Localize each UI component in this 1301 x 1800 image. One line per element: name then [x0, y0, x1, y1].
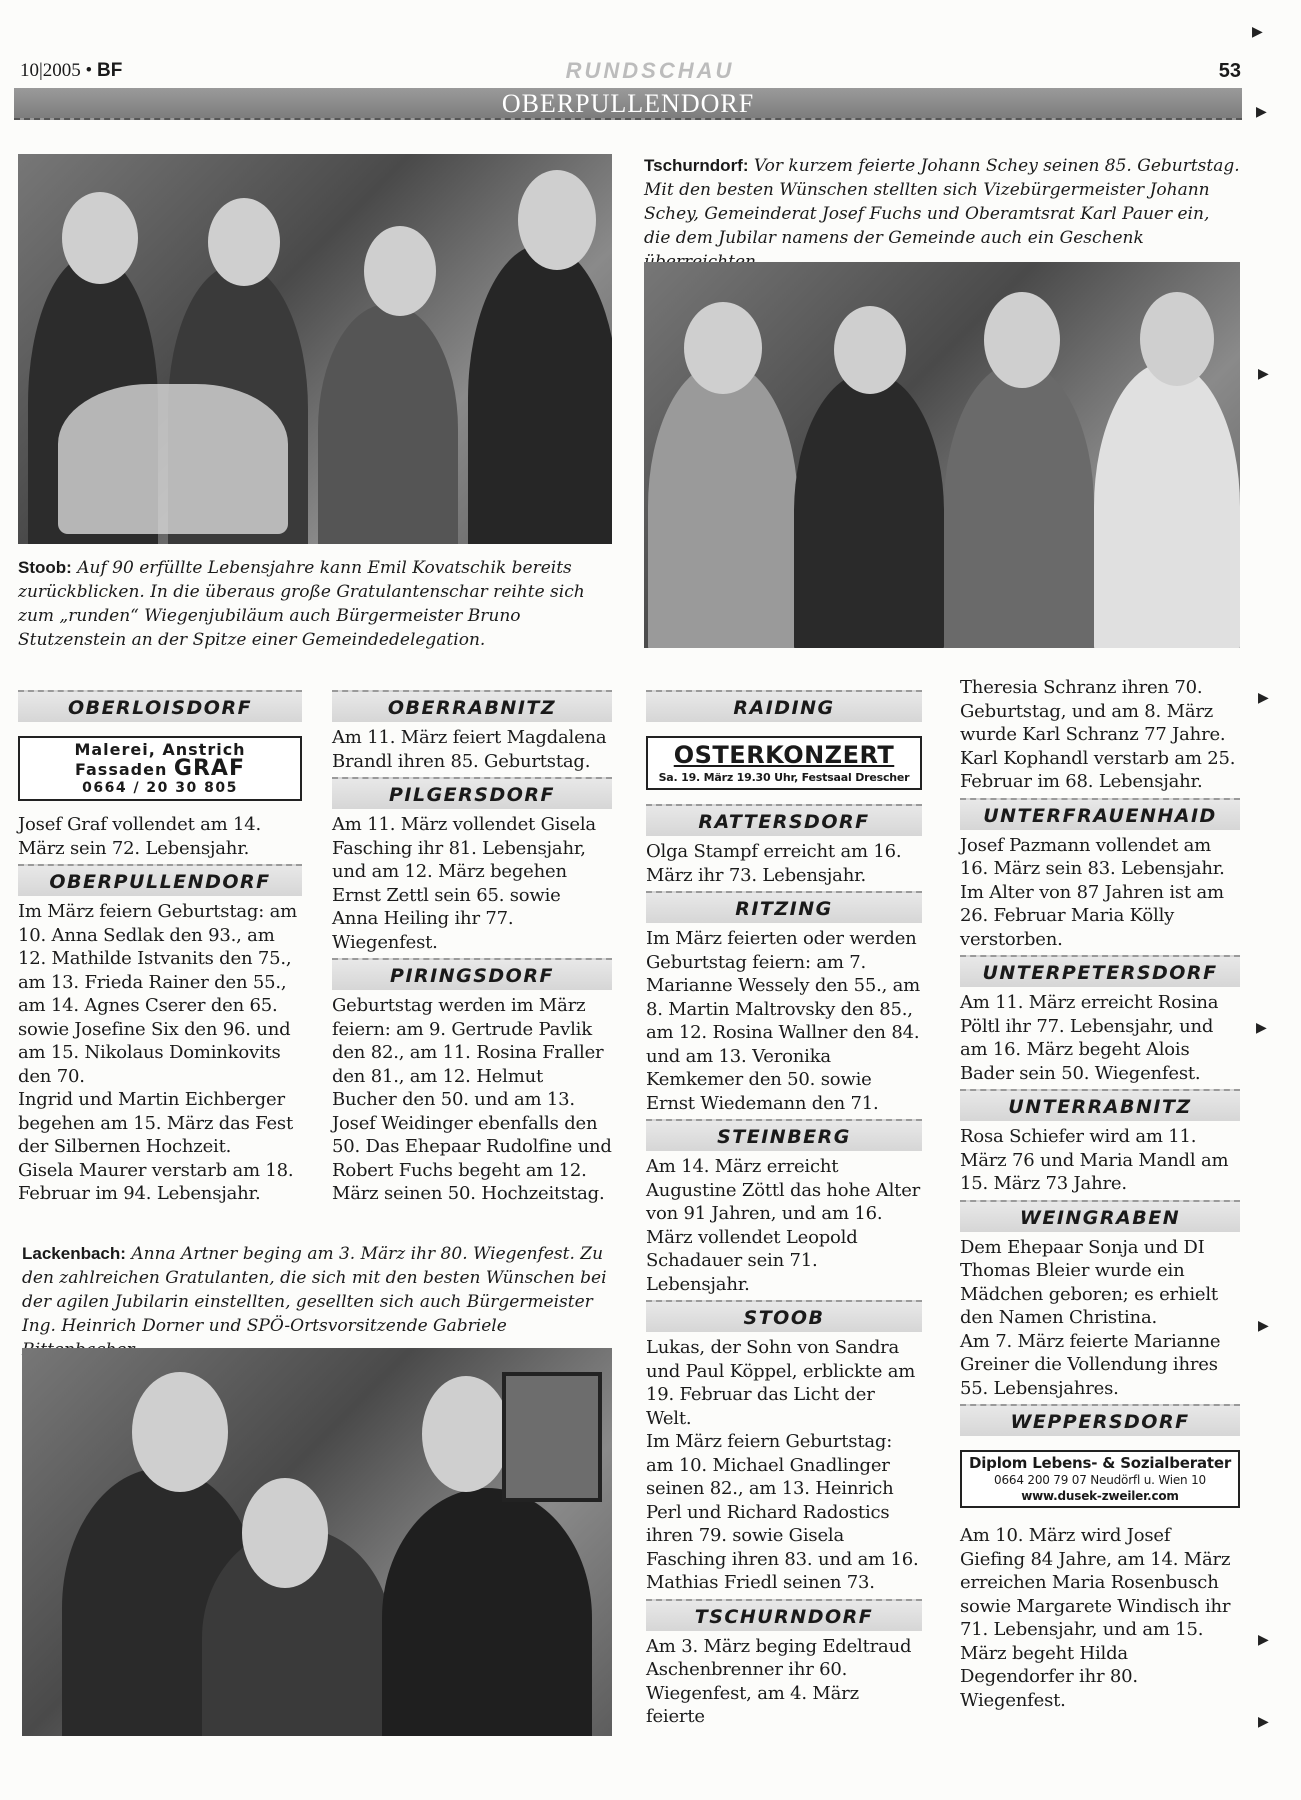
text-rattersdorf: Olga Stampf erreicht am 16. März ihr 73. Lebensjahr.: [646, 841, 902, 886]
text-weppersdorf: Am 10. März wird Josef Giefing 84 Jahre, am 14. März erreichen Maria Rosenbusch sowie Margarete Windisch ihr 71. Lebensjahr, und am 15. März begeht Hilda Degendorfer ihr 80. Wiegenfest.: [960, 1525, 1231, 1711]
text-unterfrauenhaid-2: Im Alter von 87 Jahren ist am 26. Februar Maria Kölly verstorben.: [960, 881, 1224, 950]
issue-label: 10|2005 • BF: [20, 60, 123, 81]
text-oberpullendorf-3: Gisela Maurer verstarb am 18. Februar im 94. Lebensjahr.: [18, 1159, 294, 1204]
edge-marker: ▶: [1258, 366, 1269, 382]
ad-graf: [18, 736, 302, 801]
text-unterfrauenhaid-1: Josef Pazmann vollendet am 16. März sein 83. Lebensjahr.: [960, 834, 1225, 879]
ad-diplom-phone: 0664 200 79 07 Neudörfl u. Wien 10: [994, 1473, 1206, 1487]
column-2: [332, 686, 612, 1206]
text-oberrabnitz: Am 11. März feiert Magdalena Brandl ihren 85. Geburtstag.: [332, 727, 607, 772]
edge-marker: ▶: [1258, 1714, 1269, 1730]
heading-unterrabnitz: UNTERRABNITZ: [960, 1089, 1240, 1121]
page-number: 53: [1218, 60, 1241, 82]
text-stoob-2: Im März feiern Geburtstag: am 10. Michael Gnadlinger seinen 82., am 13. Heinrich Perl und Richard Radostics ihren 79. sowie Gisela Fasching ihren 83. und am 16. Mathias Friedl seinen 73.: [646, 1431, 919, 1593]
text-tschurndorf-cont-1: Theresia Schranz ihren 70. Geburtstag, und am 8. März wurde Karl Schranz 77 Jahre.: [960, 677, 1226, 745]
ad-osterkonzert: [646, 736, 922, 790]
text-oberpullendorf-2: Ingrid und Martin Eichberger begehen am 15. März das Fest der Silbernen Hochzeit.: [18, 1089, 293, 1157]
text-tschurndorf: Am 3. März beging Edeltraud Aschenbrenner ihr 60. Wiegenfest, am 4. März feierte: [646, 1635, 912, 1727]
section-title: RUNDSCHAU: [565, 58, 735, 83]
column-1: [18, 686, 302, 1206]
text-tschurndorf-cont-2: Karl Kophandl verstarb am 25. Februar im 68. Lebensjahr.: [960, 747, 1236, 792]
text-unterpetersdorf: Am 11. März erreicht Rosina Pöltl ihr 77. Lebensjahr, und am 16. März begeht Alois Bader sein 50. Wiegenfest.: [960, 992, 1219, 1084]
heading-oberpullendorf: OBERPULLENDORF: [18, 864, 302, 896]
text-oberpullendorf-1: Im März feiern Geburtstag: am 10. Anna Sedlak den 93., am 12. Mathilde Istvanits den 75., am 13. Frieda Rainer den 55., am 14. Agnes Cserer den 65. sowie Josefine Six den 96. und am 15. Nikolaus Dominkovits den 70.: [18, 901, 298, 1087]
photo-lackenbach: [22, 1348, 612, 1736]
heading-unterfrauenhaid: UNTERFRAUENHAID: [960, 798, 1240, 830]
heading-stoob: STOOB: [646, 1300, 922, 1332]
heading-raiding: RAIDING: [646, 690, 922, 722]
heading-weppersdorf: WEPPERSDORF: [960, 1404, 1240, 1436]
heading-ritzing: RITZING: [646, 891, 922, 923]
text-pilgersdorf: Am 11. März vollendet Gisela Fasching ihr 81. Lebensjahr, und am 12. März begehen Ernst Zettl sein 65. sowie Anna Heiling ihr 77. Wiegenfest.: [332, 814, 596, 953]
brand-label: BF: [96, 60, 123, 81]
text-weingraben-1: Dem Ehepaar Sonja und DI Thomas Bleier wurde ein Mädchen geboren; es erhielt den Namen Christina.: [960, 1236, 1218, 1328]
caption-stoob: Stoob: Auf 90 erfüllte Lebensjahre kann Emil Kovatschik bereits zurückblicken. In die überaus große Gratulantenschar reihte sich zum „runden“ Wiegenjubiläum auch Bürgermeister Bruno Stutzenstein an der Spitze einer Gemeindedelegation.: [18, 558, 585, 650]
banner-title: OBERPULLENDORF: [501, 89, 755, 118]
column-4: [960, 676, 1240, 1712]
heading-tschurndorf: TSCHURNDORF: [646, 1599, 922, 1631]
caption-tschurndorf: Tschurndorf: Vor kurzem feierte Johann Schey seinen 85. Geburtstag. Mit den besten Wünschen stellten sich Vizebürgermeister Johann Schey, Gemeinderat Josef Fuchs und Oberamtsrat Karl Pauer ein, die dem Jubilar namens der Gemeinde auch ein Geschenk: [644, 156, 1240, 248]
column-3: [646, 686, 922, 1729]
ad-graf-phone: 0664 / 20 30 805: [82, 780, 238, 796]
text-oberloisdorf: Josef Graf vollendet am 14. März sein 72. Lebensjahr.: [18, 814, 262, 859]
text-unterrabnitz: Rosa Schiefer wird am 11. März 76 und Maria Mandl am 15. März 73 Jahre.: [960, 1126, 1229, 1194]
ad-graf-line1: Malerei, Anstrich: [74, 740, 246, 759]
text-weingraben-2: Am 7. März feierte Marianne Greiner die Vollendung ihres 55. Lebensjahres.: [960, 1330, 1221, 1399]
ad-osterkonzert-title: OSTERKONZERT: [673, 741, 895, 769]
edge-marker: ▶: [1258, 1318, 1269, 1334]
heading-unterpetersdorf: UNTERPETERSDORF: [960, 955, 1240, 987]
heading-pilgersdorf: PILGERSDORF: [332, 777, 612, 809]
ad-graf-line2: Fassaden GRAF: [75, 756, 245, 781]
ad-osterkonzert-sub: Sa. 19. März 19.30 Uhr, Festsaal Drescher: [658, 771, 910, 784]
edge-marker: ▶: [1258, 1632, 1269, 1648]
text-steinberg: Am 14. März erreicht Augustine Zöttl das hohe Alter von 91 Jahren, und am 16. März vollendet Leopold Schadauer sein 71. Lebensjahr.: [646, 1156, 921, 1295]
text-ritzing: Im März feierten oder werden Geburtstag feiern: am 7. Marianne Wessely den 55., am 8. Martin Maltrovsky den 85., am 12. Rosina Wallner den 84. und am 13. Veronika Kemkemer den 50. sowie Ernst Wiedemann den 71.: [646, 928, 921, 1114]
edge-marker: ▶: [1256, 1020, 1267, 1036]
ad-diplom-title: Diplom Lebens- & Sozialberater: [968, 1454, 1232, 1472]
text-piringsdorf: Geburtstag werden im März feiern: am 9. Gertrude Pavlik den 82., am 11. Rosina Fraller den 81., am 12. Helmut Bucher den 50. und am 13. Josef Weidinger ebenfalls den 50. Das Ehepaar Rudolfine und Robert Fuchs begeht am 12. März seinen 50. Hochzeitstag.: [332, 995, 612, 1204]
heading-piringsdorf: PIRINGSDORF: [332, 958, 612, 990]
text-stoob-1: Lukas, der Sohn von Sandra und Paul Köppel, erblickte am 19. Februar das Licht der Welt.: [646, 1337, 916, 1429]
ad-diplom-web: www.dusek-zweiler.com: [1021, 1489, 1179, 1503]
caption-lackenbach: Lackenbach: Anna Artner beging am 3. März ihr 80. Wiegenfest. Zu den zahlreichen Gratulanten, die sich mit den besten Wünschen bei der agilen Jubilarin einstellten, gesellten sich auch Bürgermeister Ing. Heinrich Dorner und SPÖ-Ortsvorsitzende Gabriele: [22, 1244, 607, 1336]
heading-oberrabnitz: OBERRABNITZ: [332, 690, 612, 722]
edge-marker: ▶: [1256, 104, 1267, 120]
photo-stoob: [18, 154, 612, 544]
edge-marker: ▶: [1258, 690, 1269, 706]
heading-weingraben: WEINGRABEN: [960, 1200, 1240, 1232]
ad-diplom: [960, 1450, 1240, 1508]
heading-rattersdorf: RATTERSDORF: [646, 804, 922, 836]
photo-tschurndorf: [644, 262, 1240, 648]
heading-steinberg: STEINBERG: [646, 1119, 922, 1151]
edge-marker: ▶: [1252, 24, 1263, 40]
heading-oberloisdorf: OBERLOISDORF: [18, 690, 302, 722]
